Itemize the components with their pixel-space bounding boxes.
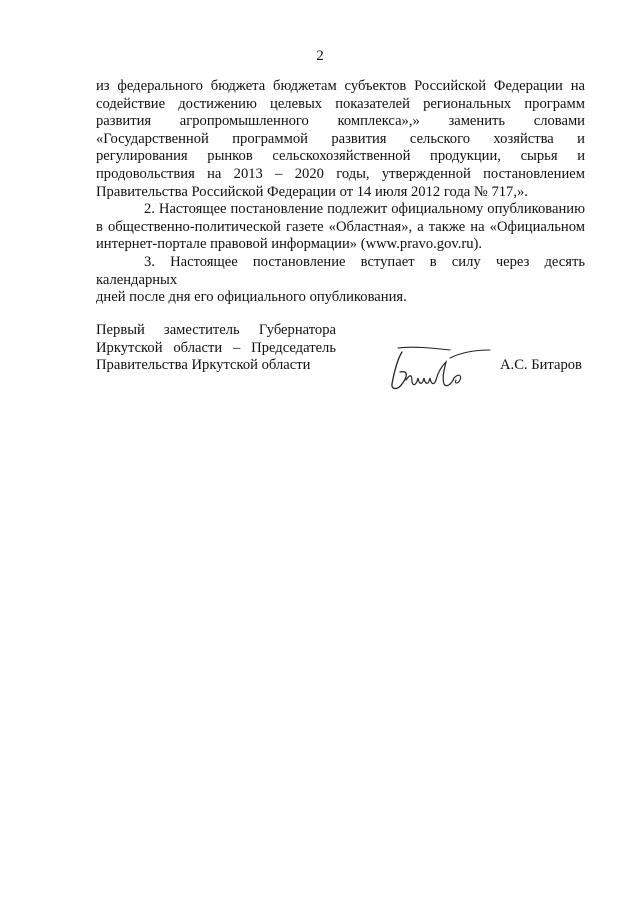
- paragraph-3: [96, 254, 585, 307]
- text-line: дней после дня его официального опубликования.: [96, 289, 407, 306]
- text-line: продовольствия на 2013 – 2020 годы, утвержденной постановлением: [96, 165, 585, 182]
- document-body: [96, 78, 585, 307]
- text-line: регулирования рынков сельскохозяйственной продукции, сырья и: [96, 148, 585, 165]
- text-line: содействие достижению целевых показателей региональных программ: [96, 95, 585, 112]
- text-line: интернет-портале правовой информации» (www.pravo.gov.ru).: [96, 236, 483, 253]
- page-number: 2: [316, 48, 324, 64]
- paragraph-1: [96, 78, 585, 201]
- text-line: в общественно-политической газете «Областная», а также на «Официальном: [96, 218, 585, 235]
- text-line: 2. Настоящее постановление подлежит официальному опубликованию: [144, 201, 585, 218]
- text-line: 3. Настоящее постановление вступает в силу через десять календарных: [96, 253, 585, 288]
- text-line: Правительства Российской Федерации от 14 июля 2012 года № 717,».: [96, 183, 528, 200]
- text-line: развития агропромышленного комплекса»,» заменить словами: [96, 113, 585, 130]
- position-line: Правительства Иркутской области: [96, 357, 311, 374]
- signer-name: А.С. Битаров: [500, 357, 582, 373]
- position-line: Первый заместитель Губернатора: [96, 322, 336, 338]
- signatory-position: [96, 322, 336, 375]
- paragraph-2: [96, 201, 585, 254]
- handwritten-signature: [372, 344, 492, 396]
- position-line: Иркутской области – Председатель: [96, 339, 336, 356]
- text-line: из федерального бюджета бюджетам субъектов Российской Федерации на: [96, 78, 585, 94]
- text-line: «Государственной программой развития сельского хозяйства и: [96, 130, 585, 147]
